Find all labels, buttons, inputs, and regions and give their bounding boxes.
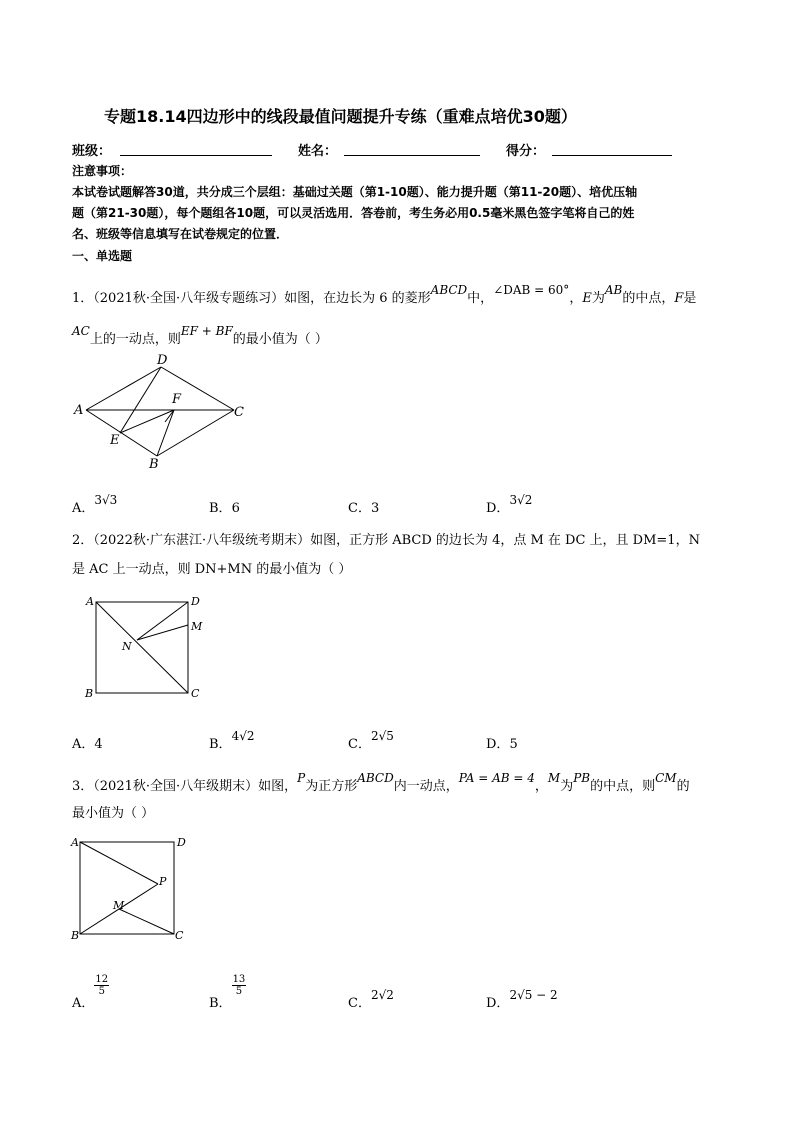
q3-choice-c[interactable] [348,988,394,1011]
q3-p: P [297,771,306,785]
q2-label-b: B [85,687,94,700]
q3-choice-b[interactable] [209,974,246,1015]
q3-text-part: 内一动点， [393,779,459,794]
choice-letter: A． [72,737,95,752]
class-field[interactable] [120,141,272,156]
q3-pb: PB [573,771,591,785]
q1-label-b: B [149,457,159,472]
q2-stem-line1: 2．（2022秋·广东湛江·八年级统考期末）如图，正方形 ABCD 的边长为 4，点 M 在 DC 上，且 DM=1，N [72,533,700,548]
q3-label-m: M [113,899,125,912]
q1-rhombus-figure [70,350,260,475]
name-label: 姓名： [298,144,338,159]
choice-letter: C． [348,501,371,516]
q2-label-m: M [191,620,203,633]
q1-label-d: D [157,353,168,368]
q1-expr: EF + BF [180,324,233,338]
q3-text-part: 为 [560,779,574,794]
q1-text-part: 中， [467,291,494,306]
q3-label-b: B [71,929,80,942]
notice-line-2: 题（第21-30题），每个题组各10题，可以灵活选用．答卷前，考生务必用0.5毫米黑色签字笔将自己的姓 [72,206,635,220]
section-heading: 一、单选题 [72,249,133,263]
q2-label-n: N [122,640,132,653]
choice-letter: B． [209,501,232,516]
notice-heading: 注意事项： [72,164,133,178]
q3-label-c: C [175,929,184,942]
choice-value: 6 [231,501,240,516]
q3-text-part: 的中点，则 [590,779,656,794]
q1-text-part: ， [569,291,583,306]
q3-label-a: A [71,836,79,849]
q2-label-a: A [86,595,94,608]
choice-letter: D． [486,501,510,516]
q1-choice-c[interactable] [348,497,379,516]
q3-choice-d[interactable] [486,988,558,1011]
q3-stem-line1 [72,771,690,794]
choice-letter: D． [486,996,510,1011]
choice-fraction [94,974,109,997]
choice-value: 3√2 [509,493,533,507]
q1-choice-b[interactable] [209,497,240,516]
q3-label-d: D [177,836,186,849]
choice-value: 4√2 [231,729,255,743]
q1-text-part: 上的一动点，则 [89,332,181,347]
q1-f: F [674,291,684,306]
choice-value: 3 [370,501,380,516]
q1-angle: ∠DAB = 60° [493,283,570,297]
class-label: 班级： [72,144,112,159]
choice-value: 4 [94,737,103,752]
q1-ac: AC [72,324,90,338]
q1-text-part: 是 [683,291,697,306]
fraction-numerator: 13 [232,974,246,985]
fraction-denominator: 5 [98,986,105,997]
score-field[interactable] [552,141,672,156]
q1-label-c: C [234,405,244,420]
choice-value: 2√5 − 2 [509,988,558,1002]
q2-choice-b[interactable] [209,729,255,752]
q1-label-f: F [172,392,182,407]
q3-text-part: 3．（2021秋·全国·八年级期末）如图， [72,779,298,794]
q3-m: M [547,771,561,785]
q1-abcd: ABCD [430,283,468,297]
q3-text-part: 为正方形 [305,779,358,794]
q3-square-figure [66,830,196,945]
fraction-denominator: 5 [235,986,243,997]
choice-letter: C． [348,996,371,1011]
q1-choice-a[interactable] [72,493,118,516]
q1-text-part: 1．（2021秋·全国·八年级专题练习）如图，在边长为 6 的菱形 [72,291,431,306]
q2-stem-line2: 是 AC 上一动点，则 DN+MN 的最小值为（ ） [72,562,352,577]
choice-fraction [232,974,247,997]
q1-text-part: 为 [591,291,605,306]
choice-letter: D． [486,737,510,752]
page-title: 专题18.14四边形中的线段最值问题提升专练（重难点培优30题） [104,107,577,126]
choice-letter: A． [72,996,95,1011]
q2-choice-c[interactable] [348,729,394,752]
choice-value: 5 [509,737,518,752]
q3-cm: CM [655,771,677,785]
q1-text-part: 的最小值为（ ） [232,332,328,347]
q1-ab: AB [604,283,623,297]
q1-label-e: E [110,433,120,448]
q1-label-a: A [74,403,84,418]
notice-line-3: 名、班级等信息填写在试卷规定的位置． [72,227,289,241]
choice-value: 2√5 [370,729,394,743]
q3-text-part: 的 [676,779,690,794]
q2-label-c: C [191,687,200,700]
q1-text-part: 的中点， [622,291,675,306]
choice-value: 2√2 [370,988,394,1002]
q2-label-d: D [191,595,200,608]
q3-label-p: P [159,875,167,888]
choice-letter: C． [348,737,371,752]
q3-stem-line2: 最小值为（ ） [72,806,155,821]
choice-value: 3√3 [94,493,118,507]
q2-choice-d[interactable] [486,733,518,752]
q1-choice-d[interactable] [486,493,533,516]
q3-text-part: ， [534,779,548,794]
choice-letter: A． [72,501,95,516]
q1-stem-line1 [72,283,697,306]
q3-abcd: ABCD [357,771,394,785]
q1-stem-line2 [72,324,328,347]
q1-e: E [582,291,592,306]
q3-eq: PA = AB = 4 [458,771,535,785]
choice-letter: B． [209,737,232,752]
q2-square-figure [80,590,210,700]
q2-choice-a[interactable] [72,733,103,752]
choice-letter: B． [209,996,232,1011]
name-field[interactable] [344,141,480,156]
score-label: 得分： [506,144,546,159]
q3-choice-a[interactable] [72,974,109,1015]
notice-line-1: 本试卷试题解答30道，共分成三个层组：基础过关题（第1-10题）、能力提升题（第11-20题）、培优压轴 [72,185,638,199]
fraction-numerator: 12 [95,974,109,985]
